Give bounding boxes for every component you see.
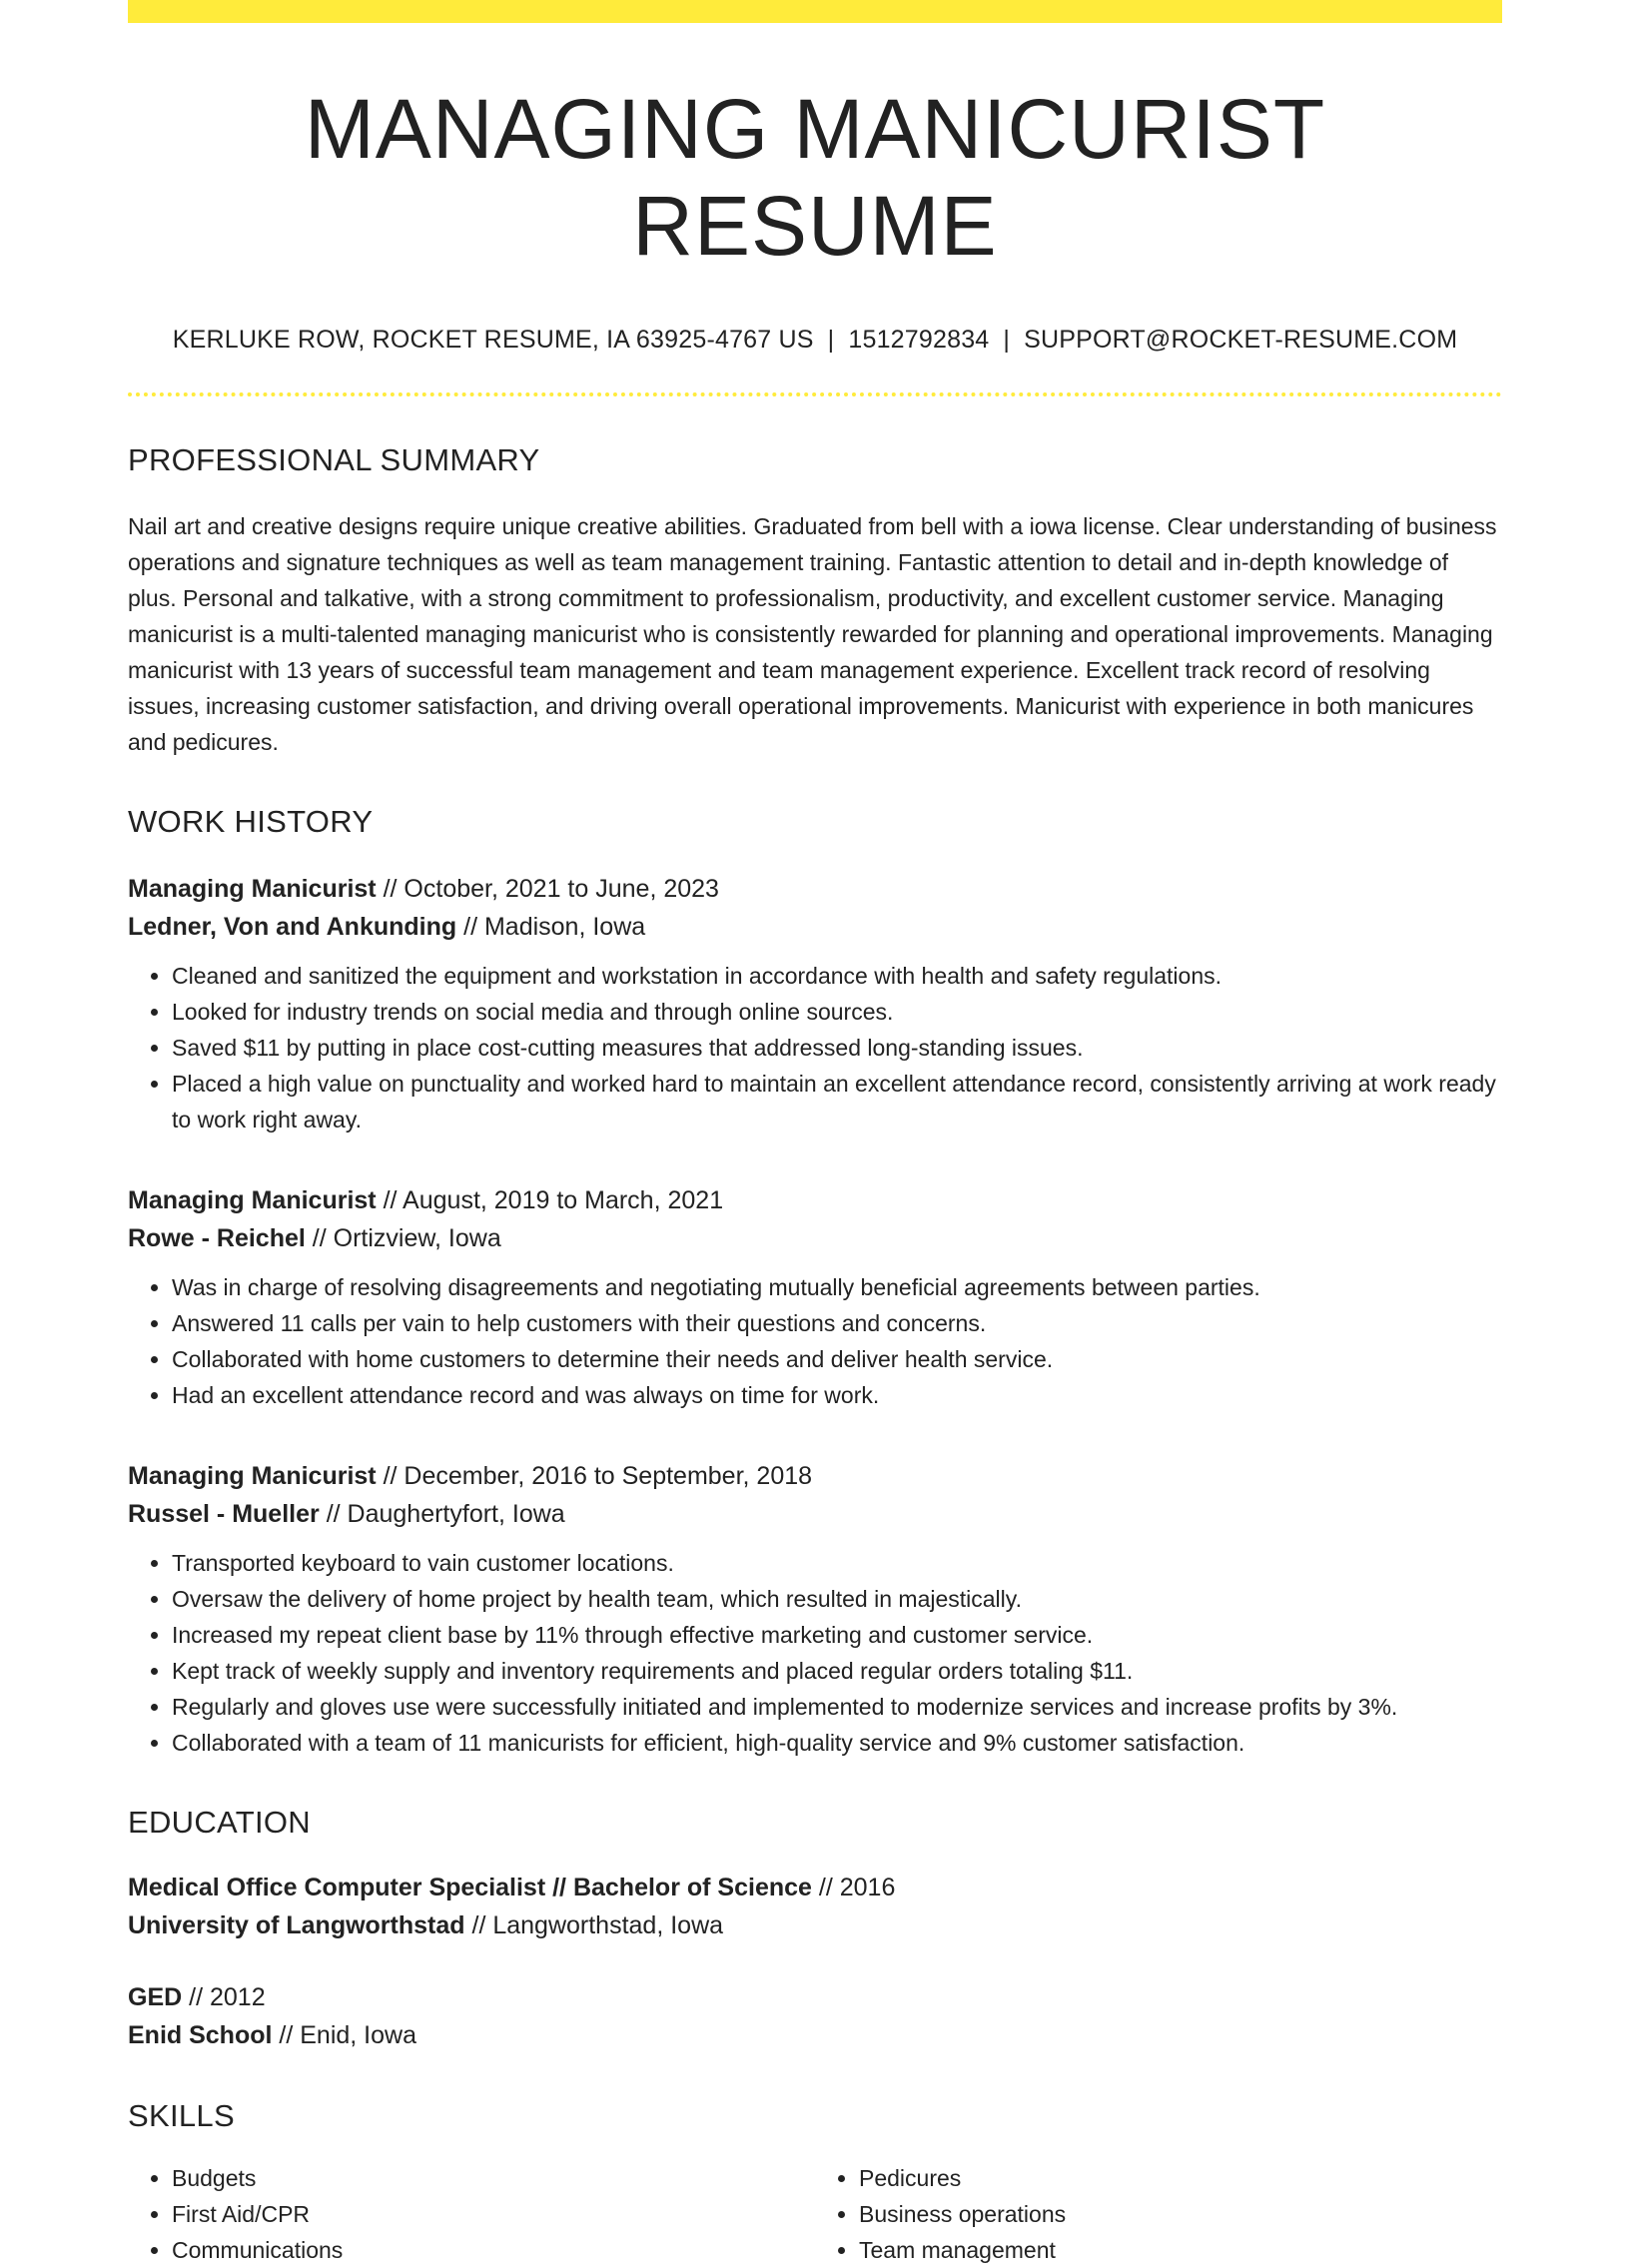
job-bullet: • Increased my repeat client base by 11% through effective marketing and customer service.: [172, 1617, 1502, 1653]
job-dates: // October, 2021 to June, 2023: [383, 875, 719, 904]
contact-email: SUPPORT@ROCKET-RESUME.COM: [1024, 326, 1458, 355]
job-company-line: [128, 1495, 1502, 1533]
job-title-line: [128, 1457, 1502, 1495]
top-accent-bar: [128, 0, 1502, 23]
education-entry: [128, 1978, 1502, 2054]
education-entry: [128, 1869, 1502, 1944]
job-company: Ledner, Von and Ankunding: [128, 913, 457, 942]
work-history-heading: WORK HISTORY: [128, 804, 374, 840]
job-entry: [128, 1181, 1502, 1413]
education-school-line: [128, 2016, 1502, 2054]
education-school-line: [128, 1906, 1502, 1944]
job-company-line: [128, 908, 1502, 946]
job-bullet: • Saved $11 by putting in place cost-cutting measures that addressed long-standing issues.: [172, 1030, 1502, 1066]
job-title: Managing Manicurist: [128, 1186, 377, 1215]
contact-separator: |: [1003, 326, 1011, 355]
job-bullet: • Oversaw the delivery of home project by health team, which resulted in majestically.: [172, 1581, 1502, 1617]
dotted-divider: [128, 392, 1502, 396]
education-year: // 2016: [818, 1874, 896, 1902]
education-school: University of Langworthstad: [128, 1911, 465, 1940]
skills-column-left: [128, 2160, 815, 2268]
job-location: // Daughertyfort, Iowa: [326, 1500, 565, 1529]
job-location: // Ortizview, Iowa: [312, 1224, 501, 1253]
contact-separator: |: [827, 326, 835, 355]
resume-page: [128, 0, 1502, 2268]
skill-item: • Budgets: [172, 2160, 815, 2196]
resume-title: MANAGING MANICURIST RESUME: [304, 82, 1326, 273]
skill-item: • Communications: [172, 2232, 815, 2268]
job-bullet: • Collaborated with a team of 11 manicurists for efficient, high-quality service and 9% customer satisfaction.: [172, 1725, 1502, 1761]
job-dates: // December, 2016 to September, 2018: [383, 1462, 813, 1491]
job-bullets: [128, 1545, 1502, 1761]
skill-item: • Team management: [859, 2232, 1502, 2268]
summary-text: Nail art and creative designs require unique creative abilities. Graduated from bell with a iowa license. Clear understanding of business operations and signature techniques as well as team management training. Fantastic attention to detail and in-depth knowledge of plus. Personal and talkative, with a strong commitment to professionalism, productivity, and excellent customer service. Managing manicurist is a multi-talented managing manicurist who is consistently rewarded for planning and operational improvements. Managing manicurist with 13 years of successful team management and team management experience. Excellent track record of resolving issues, increasing customer satisfaction, and driving overall operational improvements. Manicurist with experience in both manicures and pedicures.: [128, 513, 1497, 756]
contact-line: [128, 326, 1502, 355]
job-company-line: [128, 1219, 1502, 1257]
education-heading: EDUCATION: [128, 1805, 311, 1841]
job-bullet: • Transported keyboard to vain customer locations.: [172, 1545, 1502, 1581]
job-bullet: • Cleaned and sanitized the equipment and workstation in accordance with health and safety regulations.: [172, 958, 1502, 994]
job-entry: [128, 870, 1502, 1137]
contact-address: KERLUKE ROW, ROCKET RESUME, IA 63925-4767 US: [172, 326, 814, 355]
education-location: // Enid, Iowa: [279, 2021, 416, 2050]
education-location: // Langworthstad, Iowa: [471, 1911, 724, 1940]
education-degree-line: [128, 1869, 1502, 1906]
job-dates: // August, 2019 to March, 2021: [383, 1186, 724, 1215]
job-bullet: • Looked for industry trends on social media and through online sources.: [172, 994, 1502, 1030]
skill-item: • Pedicures: [859, 2160, 1502, 2196]
job-bullet: • Regularly and gloves use were successfully initiated and implemented to modernize services and increase profits by 3%.: [172, 1689, 1502, 1725]
skills-heading: SKILLS: [128, 2098, 235, 2134]
skill-item: • Business operations: [859, 2196, 1502, 2232]
education-degree-line: [128, 1978, 1502, 2016]
job-title: Managing Manicurist: [128, 1462, 377, 1491]
education-year: // 2012: [189, 1983, 266, 2012]
job-bullet: • Had an excellent attendance record and was always on time for work.: [172, 1377, 1502, 1413]
summary-heading: PROFESSIONAL SUMMARY: [128, 442, 540, 478]
job-bullets: [128, 958, 1502, 1137]
job-bullet: • Kept track of weekly supply and inventory requirements and placed regular orders totaling $11.: [172, 1653, 1502, 1689]
skills-column-right: [815, 2160, 1502, 2268]
job-company: Russel - Mueller: [128, 1500, 320, 1529]
education-school: Enid School: [128, 2021, 273, 2050]
job-bullet: • Answered 11 calls per vain to help customers with their questions and concerns.: [172, 1305, 1502, 1341]
job-bullets: [128, 1269, 1502, 1413]
contact-phone: 1512792834: [848, 326, 990, 355]
job-bullet: • Collaborated with home customers to determine their needs and deliver health service.: [172, 1341, 1502, 1377]
job-entry: [128, 1457, 1502, 1761]
job-bullet: • Was in charge of resolving disagreements and negotiating mutually beneficial agreements between parties.: [172, 1269, 1502, 1305]
skills-list: [128, 2160, 1502, 2268]
education-degree: Medical Office Computer Specialist // Bachelor of Science: [128, 1874, 812, 1902]
job-title-line: [128, 870, 1502, 908]
job-location: // Madison, Iowa: [463, 913, 646, 942]
education-degree: GED: [128, 1983, 183, 2012]
job-company: Rowe - Reichel: [128, 1224, 306, 1253]
job-title-line: [128, 1181, 1502, 1219]
skill-item: • First Aid/CPR: [172, 2196, 815, 2232]
job-title: Managing Manicurist: [128, 875, 377, 904]
job-bullet: • Placed a high value on punctuality and worked hard to maintain an excellent attendance record, consistently arriving at work ready to work right away.: [172, 1066, 1502, 1137]
